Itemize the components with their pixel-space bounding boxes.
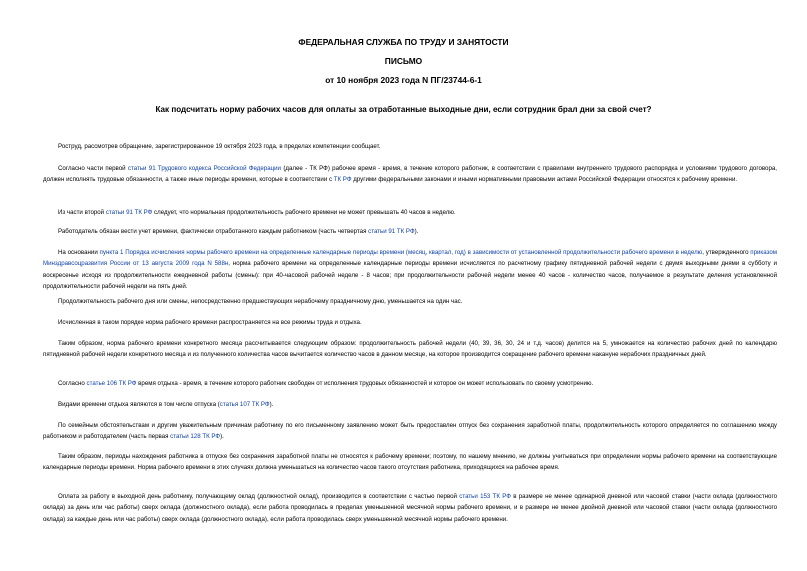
law-link-art107[interactable]: статья 107 ТК РФ: [219, 401, 270, 408]
paragraph-text: другими федеральными законами и иными нормативными правовыми актами Российской Федерации относятся к рабочему времени.: [351, 176, 738, 184]
paragraph-text: Видами времени отдыха являются в том числе отпуска (: [58, 401, 220, 408]
paragraph-text: Роструд, рассмотрев обращение, зарегистрированное 19 октября 2023 года, в пределах компетенции сообщает.: [58, 143, 381, 150]
paragraph-text: ).: [220, 433, 224, 441]
paragraph-text: По семейным обстоятельствам и другим уважительным причинам работнику по его письменному заявлению может быть предоставлен отпуск без сохранения заработной платы, продолжительность которого определяется по соглашению между работником и работодателем (часть первая: [43, 422, 777, 441]
paragraph: [43, 399, 777, 410]
law-link-order-item1[interactable]: пункта 1 Порядка исчисления нормы рабочего времени на определенные календарные периоды времени (месяц, квартал, год) в зависимости от установленной продолжительности рабочего времени в неделю: [99, 249, 703, 256]
paragraph-text: Продолжительность рабочего дня или смены, непосредственно предшествующих нерабочему праздничному дню, уменьшается на один час.: [58, 298, 463, 305]
law-link-order-588n[interactable]: приказом Минздравсоцразвития России от 13 августа 2009 года N 588н: [43, 249, 777, 268]
paragraph-text: Оплата за работу в выходной день работнику, получающему оклад (должностной оклад), производится в соответствии с частью первой: [58, 493, 460, 500]
paragraph-text: , утвержденного: [702, 249, 751, 256]
paragraph-text: ).: [414, 228, 419, 235]
law-link-art91[interactable]: статьи 91 Трудового кодекса Российской Федерации: [127, 165, 281, 172]
law-link-art153[interactable]: статьи 153 ТК РФ: [459, 493, 511, 500]
paragraph-text: Исчисленная в таком порядке норма рабочего времени распространяется на все режимы труда и отдыха.: [58, 319, 362, 326]
paragraph-text: (далее - ТК РФ) рабочее время - время, в течение которого работник, в соответствии с правилами внутреннего трудового распорядка и условиями трудового договора, должен исполнять трудовые обязанности, а также иные периоды времени, которые в соответствии с: [43, 165, 777, 184]
law-link-art106[interactable]: статье 106 ТК РФ: [86, 380, 137, 387]
paragraph: [43, 491, 777, 525]
letter-question-title: Как подсчитать норму рабочих часов для оплаты за отработанные выходные дни, если сотрудник брал дни за свой счет?: [155, 105, 652, 114]
paragraph-text: Согласно: [58, 380, 87, 387]
document-type: ПИСЬМО: [384, 56, 423, 66]
paragraph: [43, 226, 777, 237]
paragraph: [43, 338, 777, 361]
paragraph-text: Таким образом, периоды нахождения работника в отпуске без сохранения заработной платы не относятся к рабочему времени; поэтому, по нашему мнению, не должны учитываться при определении нормы рабочего времени на соответствующие календарные периоды времени. Норма рабочего времени в этих случаях должна уменьшаться на количество часов такого отсутствия работника, приходящихся на рабочее время.: [43, 453, 777, 472]
law-link-art91[interactable]: статьи 91 ТК РФ: [105, 209, 153, 216]
paragraph-text: в размере не менее одинарной дневной или часовой ставки (части оклада (должностного оклада) за день или час работы) сверх оклада (должностного оклада), если работа проводилась в пределах уменьшенной месячной нормы рабочего времени, и в размере не менее двойной дневной или часовой ставки (части оклада (должностного оклада) за каждые день или час работы) сверх оклада (должностного оклада), если работа проводилась сверх уменьшенной месячной нормы рабочего времени.: [43, 493, 777, 523]
paragraph: [43, 207, 777, 218]
paragraph: [43, 163, 777, 186]
agency-title: ФЕДЕРАЛЬНАЯ СЛУЖБА ПО ТРУДУ И ЗАНЯТОСТИ: [298, 37, 509, 47]
paragraph-text: Согласно части первой: [58, 165, 128, 172]
paragraph-text: Работодатель обязан вести учет времени, фактически отработанного каждым работником (часть четвертая: [58, 228, 369, 235]
paragraph-text: , норма рабочего времени на определенные календарные периоды времени исчисляется по расчетному графику пятидневной рабочей недели с двумя выходными днями в субботу и воскресенье исходя из продолжительности ежедневной работы (смены): при 40-часовой рабочей неделе - 8 часов; при продолжительности рабочей недели менее 40 часов - количество часов, получаемое в результате деления установленной продолжительности рабочей недели на пять дней.: [43, 260, 777, 290]
document-date-number: от 10 ноября 2023 года N ПГ/23744-6-1: [325, 75, 482, 85]
paragraph: [43, 141, 777, 152]
law-link-art128[interactable]: статьи 128 ТК РФ: [170, 433, 221, 441]
paragraph-text: следует, что нормальная продолжительность рабочего времени не может превышать 40 часов в неделю.: [152, 209, 456, 216]
paragraph: [43, 378, 777, 389]
paragraph: [43, 420, 777, 443]
paragraph: [43, 247, 777, 292]
paragraph-text: Таким образом, норма рабочего времени конкретного месяца рассчитывается следующим образом: продолжительность рабочей недели (40, 39, 36, 30, 24 и т.д. часов) делится на 5, умножается на количество рабочих дней по календарю пятидневной рабочей недели конкретного месяца и из полученного количества часов вычитается количество часов в данном месяце, на которое производится сокращение рабочего времени накануне нерабочих праздничных дней.: [43, 340, 777, 359]
paragraph: [43, 296, 777, 307]
paragraph-text: На основании: [58, 249, 100, 256]
paragraph: [43, 317, 777, 328]
paragraph-text: ).: [269, 401, 274, 408]
law-link-tk[interactable]: ТК РФ: [333, 176, 352, 184]
law-link-art91[interactable]: статьи 91 ТК РФ: [368, 228, 415, 235]
paragraph-text: время отдыха - время, в течение которого работник свободен от исполнения трудовых обязанностей и которое он может использовать по своему усмотрению.: [136, 380, 594, 387]
paragraph: [43, 451, 777, 474]
paragraph-text: Из части второй: [58, 209, 106, 216]
